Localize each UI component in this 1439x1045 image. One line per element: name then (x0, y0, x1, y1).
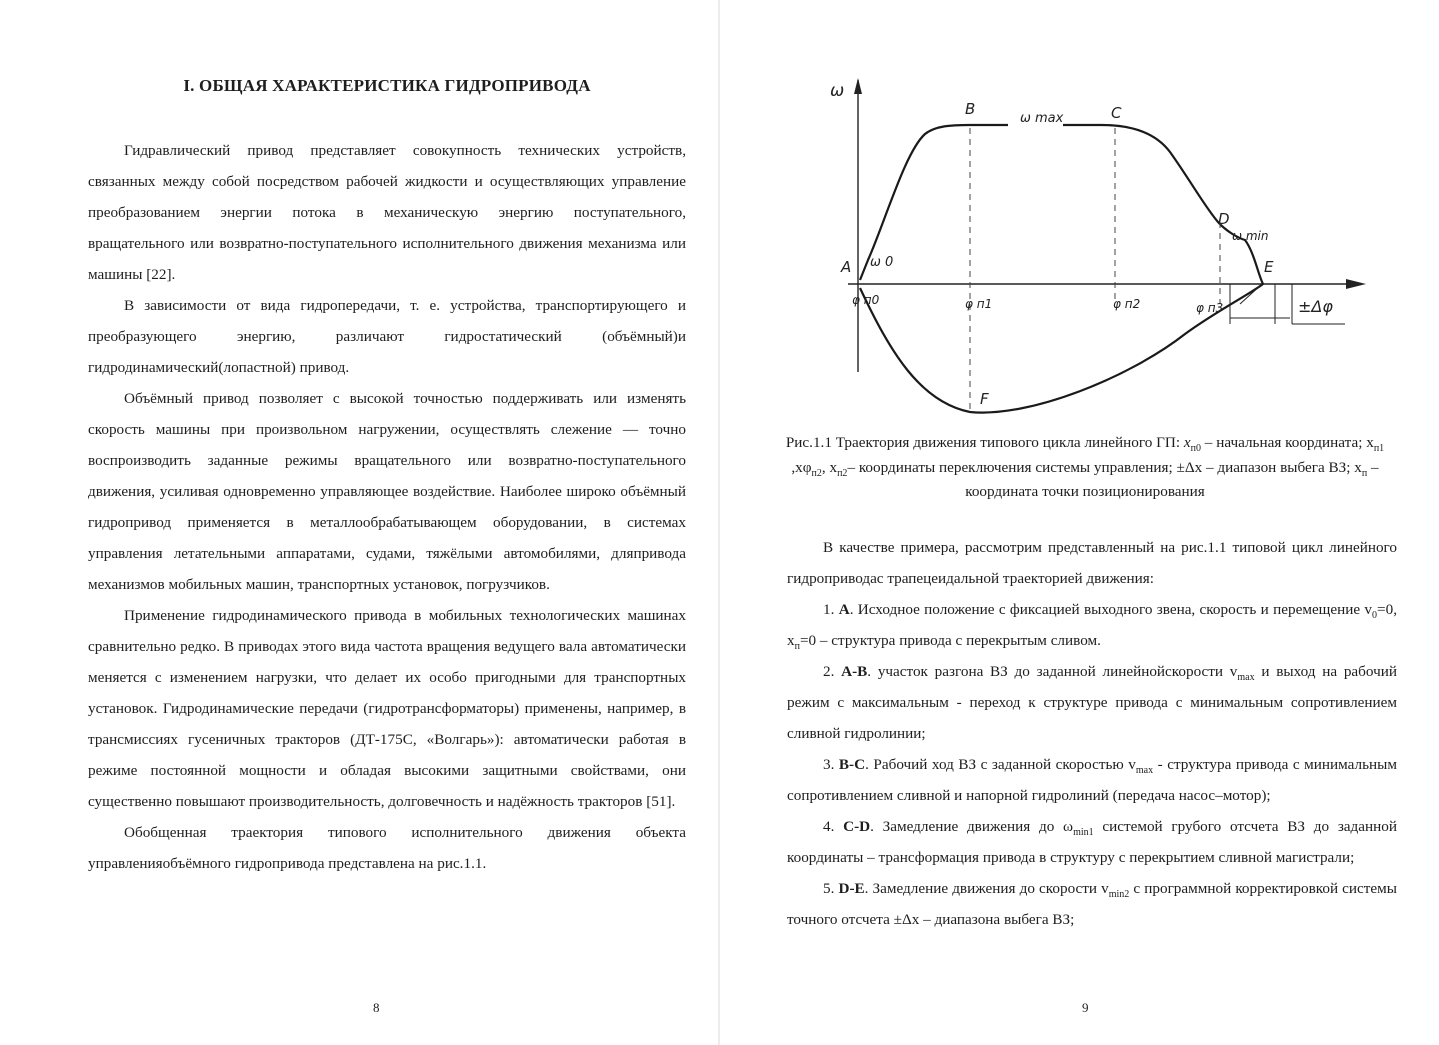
point-d-label: D (1218, 210, 1230, 228)
omega-axis-label: ω (830, 81, 845, 101)
paragraph: Применение гидродинамического привода в мобильных технологических машинах сравнительно редко. В приводах этого вида частота вращения ведущего вала автоматически меняется с изменением нагрузки, что делает их особо пригодными для транспортных установок. Гидродинамические передачи (гидротрансформаторы) применены, например, в трансмиссиях гусеничных тракторов (ДТ-175С, «Волгарь»): автоматически работая в режиме постоянной мощности и обладая высокими защитными свойствами, они существенно повышают производительность, долговечность и надёжность тракторов [51]. (88, 607, 686, 810)
caption-sub: п (1361, 467, 1368, 479)
caption-sub: п0 (1190, 443, 1201, 455)
omega-min-label: ω min (1232, 229, 1269, 243)
upper-trajectory (860, 125, 1263, 284)
phi-axis-arrow (1346, 279, 1366, 289)
caption-var: x (1183, 434, 1191, 451)
paragraph: Обобщенная траектория типового исполнительного движения объекта управленияобъёмного гидропривода представлена на рис.1.1. (88, 824, 686, 872)
point-b-label: B (965, 100, 976, 118)
list-item: 5. D-E. Замедление движения до скорости $v_{min2}$ с программной корректировкой системы точного отсчета ±Δx – диапазона выбега ВЗ; (787, 880, 1397, 928)
list-item: 3. B-C. Рабочий ход ВЗ с заданной скоростью $v_{max}$ - структура привода с минимальным сопротивлением сливной и напорной гидролиний (передача насос–мотор); (787, 756, 1397, 804)
delta-leader (1240, 284, 1262, 304)
omega-0-label: ω 0 (870, 255, 894, 270)
caption-part: ,xφ (791, 458, 812, 476)
caption-sub: п2 (837, 467, 848, 479)
point-f-label: F (980, 390, 989, 408)
caption-part: – координаты переключения системы управления; ±Δx – диапазон выбега ВЗ; x (847, 458, 1362, 476)
paragraph: Гидравлический привод представляет совокупность технических устройств, связанных между собой посредством рабочей жидкости и осуществляющих управление преобразованием энергии потока в механическую энергию поступательного, вращательного или возвратно-поступательного исполнительного движения механизма или машины [22]. (88, 142, 686, 283)
figure-caption (770, 431, 1400, 505)
caption-sub: п2 (811, 467, 822, 479)
left-page (0, 0, 719, 1045)
chapter-heading: I. ОБЩАЯ ХАРАКТЕРИСТИКА ГИДРОПРИВОДА (183, 76, 591, 95)
caption-part: – начальная координата; x (1201, 434, 1374, 451)
page-number: 8 (373, 1000, 380, 1015)
omega-axis-arrow (854, 78, 862, 94)
point-a-label: A (841, 258, 852, 276)
left-body-text (88, 135, 686, 879)
phi-n1-label: φ п1 (965, 297, 993, 311)
list-item: 4. C-D. Замедление движения до $\omega_{min1}$ системой грубого отсчета ВЗ до заданной координаты – трансформация привода в структуру с перекрытием сливной магистрали; (787, 818, 1397, 866)
omega-max-label: ω max (1020, 111, 1064, 126)
delta-phi-label: ±Δφ (1298, 297, 1333, 316)
right-body-text (787, 532, 1397, 935)
trajectory-figure (830, 72, 1370, 422)
page-number: 9 (1082, 1000, 1089, 1015)
caption-part: , x (821, 458, 838, 476)
point-e-label: E (1264, 258, 1274, 276)
caption-part: – координата точки позиционирования (965, 458, 1379, 500)
intro-paragraph: В качестве примера, рассмотрим представленный на рис.1.1 типовой цикл линейного гидроприводас трапецеидальной траекторией движения: (787, 539, 1397, 587)
phi-n2-label: φ п2 (1113, 297, 1141, 311)
list-item: 2. A-B. участок разгона ВЗ до заданной линейнойскорости $v_{max}$ и выход на рабочий режим с максимальным - переход к структуре привода с минимальным сопротивлением сливной гидролинии; (787, 663, 1397, 742)
phi-n0-label: φ п0 (852, 293, 880, 307)
phi-n3-label: φ п3 (1196, 301, 1224, 315)
paragraph: Объёмный привод позволяет с высокой точностью поддерживать или изменять скорость машины при произвольном нагружении, осуществлять слежение — точно воспроизводить заданные режимы вращательного или возвратно-поступательного движения, усиливая одновременно управляющее воздействие. Наиболее широко объёмный гидропривод применяется в металлообрабатывающем оборудовании, в системах управления летательными аппаратами, судами, тяжёлыми автомобилями, дляпривода механизмов мобильных машин, транспортных установок, погрузчиков. (88, 390, 686, 593)
caption-sub: п1 (1373, 443, 1385, 455)
paragraph: В зависимости от вида гидропередачи, т. е. устройства, транспортирующего и преобразующего энергию, различают гидростатический (объёмный)и гидродинамический(лопастной) привод. (88, 297, 686, 376)
caption-lead: Рис.1.1 Траектория движения типового цикла линейного ГП: (785, 434, 1184, 451)
list-item: 1. A. Исходное положение с фиксацией выходного звена, скорость и перемещение $v_0=0$, $x_п=0$ – структура привода с перекрытым сливом. (787, 601, 1397, 653)
point-c-label: C (1111, 104, 1122, 122)
